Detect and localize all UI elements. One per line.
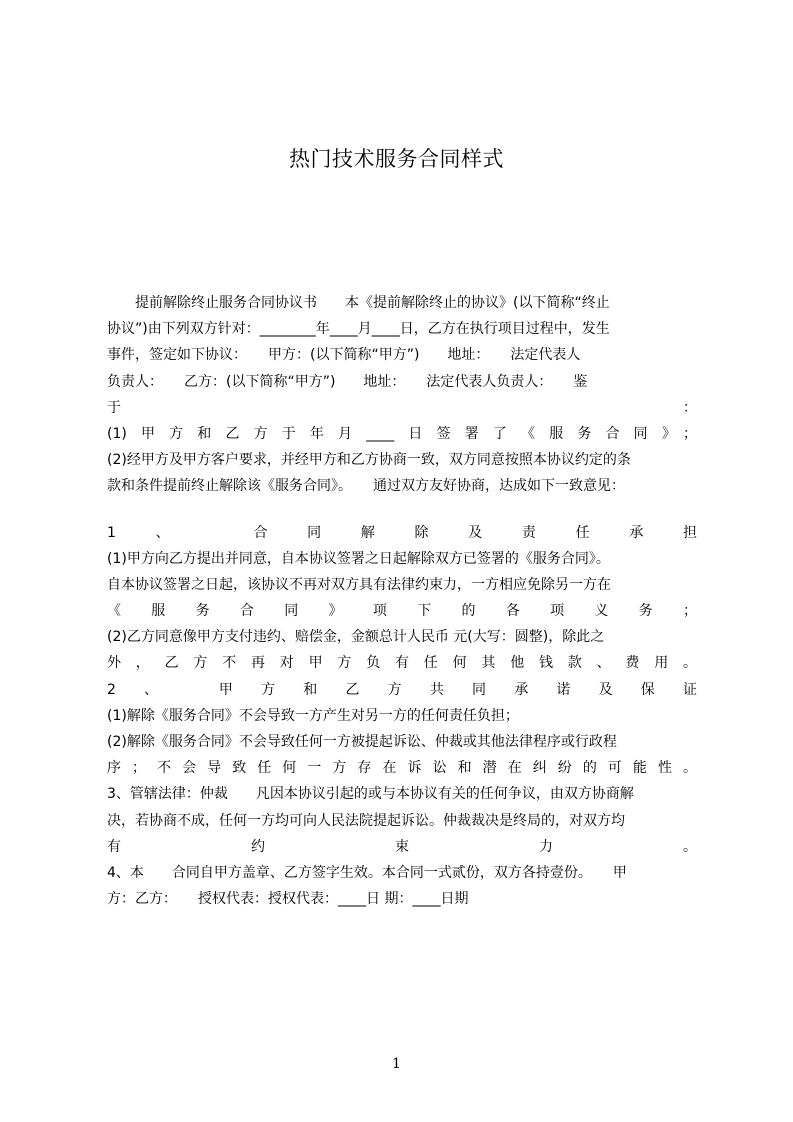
body-line: (2)乙方同意像甲方支付违约、赔偿金，金额总计人民币 元(大写：圆整)，除此之 [107,629,605,646]
paragraph-gap [107,500,697,520]
body-line: 款和条件提前终止解除该《服务合同》。 通过双方友好协商，达成如下一致意见： [107,478,625,495]
body-line: 于 ： [107,399,697,416]
body-line: 4、本 合同自甲方盖章、乙方签字生效。本合同一式贰份，双方各持壹份。 甲 [107,864,627,881]
body-line: 《 服 务 合 同 》 项 下 的 各 项 义 务 ； [107,603,697,620]
document-body [107,290,697,912]
body-line: (2)解除《服务合同》不会导致任何一方被提起诉讼、仲裁或其他法律程序或行政程 [107,734,617,750]
body-line: (1)甲方和乙方于年月____日签署了《服务合同》； [107,425,697,442]
body-line: 自本协议签署之日起，该协议不再对双方具有法律约束力，一方相应免除另一方在 [107,576,611,593]
body-line: 外，乙方不再对甲方负有任何其他钱款、费用。 [107,655,697,672]
page-number: 1 [392,1056,401,1072]
body-line: 方：乙方： 授权代表：授权代表：____日 期：____日期 [107,891,469,908]
body-line: 负责人： 乙方：(以下简称“甲方”) 地址： 法定代表人负责人： 鉴 [107,373,588,390]
body-line: (1)甲方向乙方提出并同意，自本协议签署之日起解除双方已签署的《服务合同》。 [107,550,610,567]
body-line: 3、管辖法律：仲裁 凡因本协议引起的或与本协议有关的任何争议，由双方协商解 [107,786,634,803]
body-line: 协议”)由下列双方针对：________年____月____日，乙方在执行项目过程中，发生 [107,321,610,338]
section-heading: 1、 合同解除及责任承担 [107,524,697,541]
body-line: 决，若协商不成，任何一方均可向人民法院提起诉讼。仲裁裁决是终局的，对双方均 [107,812,625,829]
body-line: (2)经甲方及甲方客户要求，并经甲方和乙方协商一致，双方同意按照本协议约定的条 [107,452,631,469]
body-line: 有 约 束 力 。 [107,838,697,855]
document-title: 热门技术服务合同样式 [289,147,504,171]
section-heading: 2、 甲方和乙方共同承诺及保证 [107,681,697,698]
body-line: 事件，签定如下协议： 甲方：(以下简称“甲方”) 地址： 法定代表人 [107,347,581,364]
body-line: 序；不会导致任何一方存在诉讼和潜在纠纷的可能性。 [107,760,697,777]
body-line: 提前解除终止服务合同协议书 本《提前解除终止的协议》(以下简称“终止 [107,295,610,311]
body-line: (1)解除《服务合同》不会导致一方产生对另一方的任何责任负担； [107,707,519,724]
